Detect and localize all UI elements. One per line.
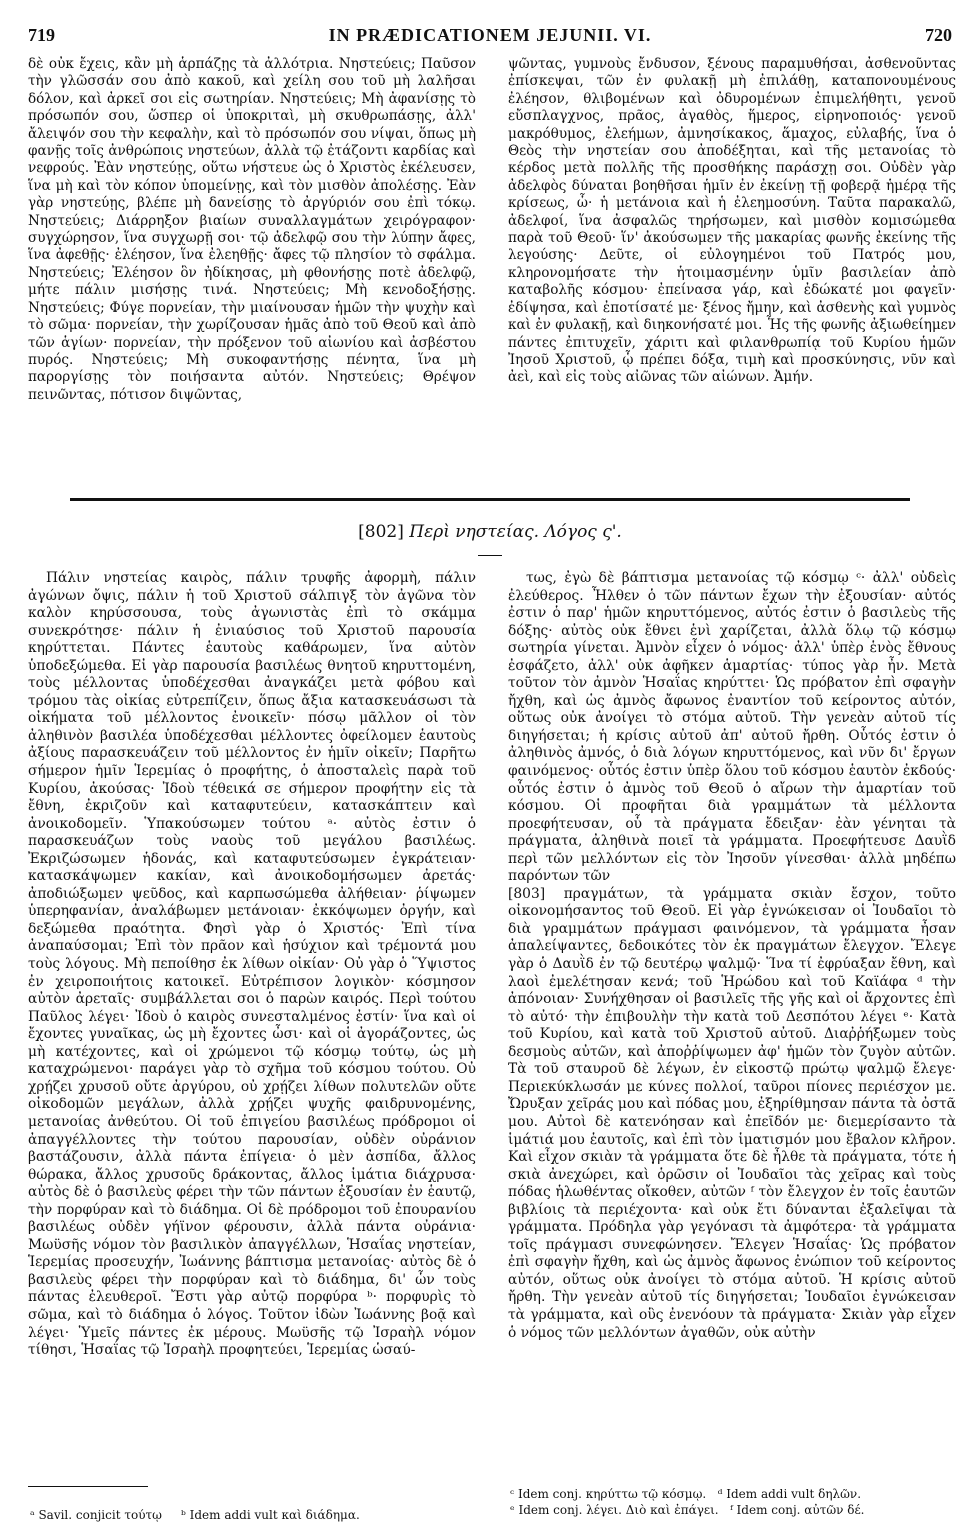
footnote-separator — [28, 1486, 148, 1487]
footnote-c: ᶜ Idem conj. κηρύττω τῷ κόσμῳ. — [510, 1487, 707, 1501]
page-number-right: 720 — [925, 24, 952, 45]
left-column-top — [28, 56, 476, 486]
sermon-v-text-left: δὲ οὐκ ἔχεις, κἂν μὴ ἁρπάζῃς τὰ ἀλλότρια. Νηστεύεις; Παῦσον τὴν γλῶσσάν σου ἀπὸ κακοῦ, καὶ χείλη σου τοῦ μὴ λαλῆσαι δόλον, καὶ ἀρκεῖ σοι εἰς σωτηρίαν. Νηστεύεις; Μὴ ἀφανίσῃς τὸ πρόσωπόν σου, ὥσπερ οἱ ὑποκριταὶ, μὴ σκυθρωπάσῃς, ἀλλ' ἄλειψόν σου τὴν κεφαλὴν, καὶ τὸ πρόσωπόν σου νίψαι, ὅπως μὴ φανῇς τοῖς ἀνθρώποις νηστεύων, ἀλλὰ τῷ ἐτάζοντι καρδίας καὶ νεφρούς. Ἐὰν νηστεύῃς, οὕτω νήστευε ὡς ὁ Χριστὸς ἐκέλευσεν, ἵνα μὴ καὶ τὸν κόπον ὑπομείνῃς, καὶ τὸν μισθὸν ἀπολέσῃς. Ἐὰν γὰρ νηστεύῃς, βλέπε μὴ δανείσῃς τὸ ἀργύριόν σου ἐπὶ τόκῳ. Νηστεύεις; Διάρρηξον βιαίων συναλλαγμάτων χειρόγραφον· συγχώρησον, ἵνα συγχωρῇ σοι· τῷ ἀδελφῷ σου τὴν λύπην ἄφες, ἵνα ἀφεθῇς· ἐλέησον, ἵνα ἐλεηθῇς· ἄφες τῷ πλησίον τὸ σφάλμα. Νηστεύεις; Ἐλέησον ὃν ἠδίκησας, μὴ φθονήσῃς ποτὲ ἀδελφῷ, μήτε πάλιν μισήσῃς τινά. Νηστεύεις; Μὴ κενοδοξήσῃς. Νηστεύεις; Φύγε πορνείαν, τὴν μιαίνουσαν ἡμῶν τὴν ψυχὴν καὶ τὸ σῶμα· πορνείαν, τὴν χωρίζουσαν ἡμᾶς ἀπὸ τοῦ Θεοῦ καὶ ἀπὸ τῶν ἁγίων· πορνείαν, τὴν πρόξενον τοῦ αἰωνίου καὶ ἀσβέστου πυρός. Νηστεύεις; Μὴ συκοφαντήσῃς πένητα, ἵνα μὴ παροργίσῃς τὸν ποιήσαντα αὐτόν. Νηστεύεις; Θρέψον πεινῶντας, πότισον διψῶντας, — [28, 56, 476, 403]
footnote-f: ᶠ Idem conj. αὐτῶν δέ. — [730, 1503, 865, 1517]
title-underline — [478, 555, 502, 556]
running-title: IN PRÆDICATIONEM JEJUNII. VI. — [328, 24, 652, 45]
sermon-v-text-right: ψῶντας, γυμνοὺς ἔνδυσον, ξένους παραμυθήσαι, ἀσθενοῦντας ἐπίσκεψαι, τῶν ἐν φυλακῇ μὴ ἐπιλάθῃ, καταπονουμένους ἐλέησον, θλιβομένων καὶ ὀδυρομένων ἐπιμελήθητι, γενοῦ εὔσπλαγχνος, πρᾶος, ἀγαθὸς, ἥμερος, εἰρηνοποιός· γενοῦ μακρόθυμος, ἐλεήμων, ἀμνησίκακος, ἅμαχος, εὐλαβής, ἵνα ὁ Θεὸς τὴν νηστείαν σου ἀποδέξηται, καὶ τῆς μετανοίας τὸ κέρδος μετὰ πολλῆς τῆς προσθήκης παράσχῃ σοι. Οὐδὲν γὰρ ἀδελφὸς δύναται βοηθῆσαι ἡμῖν ἐν ἐκείνῃ τῇ φοβερᾷ ἡμέρᾳ τῆς κρίσεως, ὧ· ἡ μετάνοια καὶ ἡ ἐλεημοσύνη. Ταῦτα παρακαλῶ, ἀδελφοί, ἵνα ἀσφαλῶς τηρήσωμεν, καὶ μισθὸν κομισώμεθα παρὰ τοῦ Θεοῦ· ἵν' ἀκούσωμεν τῆς μακαρίας φωνῆς ἐκείνης τῆς λεγούσης· Δεῦτε, οἱ εὐλογημένοι τοῦ Πατρός μου, κληρονομήσατε τὴν ἡτοιμασμένην ὑμῖν βασιλείαν ἀπὸ καταβολῆς κόσμου· ἐπείνασα γάρ, καὶ ἐδώκατέ μοι φαγεῖν· ἐδίψησα, καὶ ἐποτίσατέ με· ξένος ἤμην, καὶ ἀσθενὴς καὶ γυμνὸς καὶ ἐν φυλακῇ, καὶ διηκονήσατέ μοι. Ἧς τῆς φωνῆς ἀξιωθείημεν πάντες ἐπιτυχεῖν, χάριτι καὶ φιλανθρωπίᾳ τοῦ Κυρίου ἡμῶν Ἰησοῦ Χριστοῦ, ᾧ πρέπει δόξα, τιμὴ καὶ προσκύνησις, νῦν καὶ ἀεὶ, καὶ εἰς τοὺς αἰῶνας τῶν αἰώνων. Ἀμήν. — [508, 56, 956, 386]
right-column-top — [508, 56, 956, 486]
footnotes-right — [510, 1486, 950, 1518]
column-number-marker: [802] — [358, 522, 404, 542]
sermon-vi-text-right-1: τως, ἐγὼ δὲ βάπτισμα μετανοίας τῷ κόσμῳ ᶜ· ἀλλ' οὐδεὶς ἐλεύθερος. Ἦλθεν ὁ τῶν πάντων ἔχων τὴν ἐξουσίαν· αὐτός ἐστιν ὁ παρ' ἡμῶν κηρυττόμενος, αὐτός ἐστιν ὁ βασιλεὺς τῆς δόξης· αὐτὸς οὐκ ἔθνει ἑνὶ χαρίζεται, ἀλλὰ ὅλῳ τῷ κόσμῳ σωτηρία γίνεται. Ἀμνὸν εἶχεν ὁ νόμος· ἀλλ' ὑπὲρ ἑνὸς ἔθνους ἐσφάζετο, ἀλλ' οὐκ ἀφῆκεν ἁμαρτίας· τύπος γὰρ ἦν. Μετὰ τοῦτον τὸν ἀμνὸν Ἡσαΐας κηρύττει· Ὡς πρόβατον ἐπὶ σφαγὴν ἤχθη, καὶ ὡς ἀμνὸς ἄφωνος ἐναντίον τοῦ κείροντος αὐτόν, οὕτως οὐκ ἀνοίγει τὸ στόμα αὐτοῦ. Τὴν γενεὰν αὐτοῦ τίς διηγήσεται; ἡ κρίσις αὐτοῦ ἀπ' αὐτοῦ ἤρθη. Οὗτός ἐστιν ὁ ἀληθινὸς ἀμνός, ὁ διὰ λόγων κηρυττόμενος, καὶ νῦν δι' ἔργων φαινόμενος· οὗτός ἐστιν ὑπὲρ ὅλου τοῦ κόσμου ἑαυτὸν ἐκδούς· οὗτός ἐστιν ὁ ἀμνὸς τοῦ Θεοῦ ὁ αἴρων τὴν ἁμαρτίαν τοῦ κόσμου. Οἱ προφῆται διὰ γραμμάτων τὰ μέλλοντα προεφήτευσαν, οὗ τὰ πράγματα ἔδειξαν· ἐὰν γένηται τὰ πράγματα, ἀληθινὰ ποιεῖ τὰ γράμματα. Προεφήτευσε Δαυῒδ περὶ τῶν μελλόντων εἰς τὸν Ἰησοῦν γίνεσθαι· ἀλλὰ μηδέπω παρόντων τῶν — [508, 570, 956, 885]
section-heading — [0, 522, 980, 542]
sermon-vi-text-right-2: πραγμάτων, τὰ γράμματα σκιὰν ἔσχον, τοῦτο οἰκονομήσαντος τοῦ Θεοῦ. Εἰ γὰρ ἐγνώκεισαν οἱ Ἰουδαῖοι τὸ διὰ γραμμάτων πράγμασι φαινόμενον, τὰ γράμματα ἦσαν ἀπαλείψαντες, δεδοικότες τὸν ἐκ πραγμάτων ἔλεγχον. Ἔλεγε γὰρ ὁ Δαυῒδ ἐν τῷ δευτέρῳ ψαλμῷ· Ἵνα τί ἐφρύαξαν ἔθνη, καὶ λαοὶ ἐμελέτησαν κενά; τοῦ Ἡρώδου καὶ τοῦ Καϊάφα ᵈ τὴν ἀπόνοιαν· Συνήχθησαν οἱ βασιλεῖς τῆς γῆς καὶ οἱ ἄρχοντες ἐπὶ τὸ αὐτό· τὴν ἐπιβουλὴν τὴν κατὰ τοῦ Δεσπότου λέγει ᵉ· Κατὰ τοῦ Κυρίου, καὶ κατὰ τοῦ Χριστοῦ αὐτοῦ. Διαῤῥήξωμεν τοὺς δεσμοὺς αὐτῶν, καὶ ἀποῤῥίψωμεν ἀφ' ἡμῶν τὸν ζυγὸν αὐτῶν. Τὰ τοῦ σταυροῦ δὲ λέγων, ἐν εἰκοστῷ πρώτῳ ψαλμῷ ἔλεγε· Περιεκύκλωσάν με κύνες πολλοί, ταῦροι πίονες περιέσχον με. Ὤρυξαν χεῖράς μου καὶ πόδας μου, ἐξηρίθμησαν πάντα τὰ ὀστᾶ μου. Αὐτοὶ δὲ κατενόησαν καὶ ἐπεῖδόν με· διεμερίσαντο τὰ ἱμάτιά μου ἑαυτοῖς, καὶ ἐπὶ τὸν ἱματισμόν μου ἔβαλον κλῆρον. Καὶ εἶχον σκιὰν τὰ γράμματα ὅτε δὲ ἦλθε τὰ πράγματα, τότε ἡ σκιὰ ἀνεχώρει, καὶ ὁρῶσιν οἱ Ἰουδαῖοι τὰς χεῖρας καὶ τοὺς πόδας ἡλωθέντας οἴκοθεν, αὐτῶν ᶠ τὸν ἔλεγχον ἐν τοῖς ἑαυτῶν βιβλίοις τὰ περιέχοντα· καὶ οὐκ ἔτι δύνανται ἐξαλεῖψαι τὰ γράμματα. Πρόδηλα γὰρ γεγόνασι τὰ ἀμφότερα· τὰ γράμματα τοῖς πράγμασι συνεφώνησεν. Ἔλεγεν Ἡσαΐας· Ὡς πρόβατον ἐπὶ σφαγὴν ἤχθη, καὶ ὡς ἀμνὸς ἄφωνος ἐνώπιον τοῦ κείροντος αὐτόν, οὕτως οὐκ ἀνοίγει τὸ στόμα αὐτοῦ. Ἡ κρίσις αὐτοῦ ἤρθη. Τὴν γενεὰν αὐτοῦ τίς διηγήσεται; Ἰουδαῖοι ἐγνώκεισαν τὰ γράμματα, καὶ οὓς ἐνενόουν τὰ πράγματα· Σκιὰν γὰρ εἶχεν ὁ νόμος τῶν μελλόντων ἀγαθῶν, οὐκ αὐτὴν — [508, 885, 956, 1341]
footnotes-left — [30, 1508, 460, 1522]
column-marker-803: [803] — [508, 885, 546, 902]
sermon-title: Περὶ νηστείας. Λόγος ς'. — [409, 522, 622, 542]
footnote-d: ᵈ Idem addi vult δηλῶν. — [717, 1487, 862, 1501]
page-number-left: 719 — [28, 24, 55, 45]
right-column-main — [508, 570, 956, 1500]
running-header — [28, 22, 952, 48]
section-divider — [70, 498, 910, 501]
footnote-e: ᵉ Idem conj. λέγει. Διὸ καὶ ἐπάγει. — [510, 1503, 719, 1517]
sermon-vi-text-left: Πάλιν νηστείας καιρὸς, πάλιν τρυφῆς ἀφορμὴ, πάλιν ἀγώνων ὄψις, πάλιν ἡ τοῦ Χριστοῦ σάλπιγξ τὸν ἀγῶνα τὸν καλὸν κηρύσσουσα, τοὺς ἀγωνιστὰς ἐπὶ τὸ σκάμμα συνεκρότησε· πάλιν ἡ ἐνιαύσιος τοῦ Χριστοῦ παρουσία κηρύττεται. Πάντες ἑαυτοὺς καθάρωμεν, ἵνα αὐτὸν ὑποδεξώμεθα. Εἰ γὰρ παρουσία βασιλέως θνητοῦ κηρυττομένη, τοὺς μέλλοντας ὑποδέχεσθαι ἀναγκάζει μετὰ φόβου καὶ τρόμου τὰς οἰκίας εὐτρεπίζειν, ὅπως ἄξια κατασκευάσωσι τὰ οἰκήματα τοῦ μέλλοντος ἐνοικεῖν· πόσῳ μᾶλλον οἱ τὸν ἀληθινὸν βασιλέα ὑποδέχεσθαι μέλλοντες ὀφείλομεν ἑαυτοὺς ἀξίους παρασκευάζειν τοῦ μέλλοντος ἐν ἡμῖν οἰκεῖν; Παρῆτω σήμερον ἡμῖν Ἱερεμίας ὁ προφήτης, ὁ ἀποσταλεὶς παρὰ τοῦ Κυρίου, ἀκούσας· Ἰδοὺ τέθεικά σε σήμερον προφήτην εἰς τὰ ἔθνη, ἐκριζοῦν καὶ καταφυτεύειν, κατασκάπτειν καὶ ἀνοικοδομεῖν. Ὑπακούσωμεν τούτου ᵃ· αὐτὸς ἐστιν ὁ παρασκευάζων τοὺς ναοὺς τοῦ μεγάλου βασιλέως. Ἐκριζώσωμεν ἡδονάς, καὶ καταφυτεύσωμεν ἐγκράτειαν· κατασκάψωμεν κακίαν, καὶ ἀνοικοδομήσωμεν ἀρετάς· ἀποδιώξωμεν ψεῦδος, καὶ καρπωσώμεθα ἀλήθειαν· ῥίψωμεν ὑπερηφανίαν, ἀναλάβωμεν μετάνοιαν· ἐκκόψωμεν ὀργήν, καὶ δεξώμεθα πραότητα. Φησὶ γὰρ ὁ Χριστός· Ἐπὶ τίνα ἀναπαύσομαι; Ἐπὶ τὸν πρᾶον καὶ ἡσύχιον καὶ τρέμοντά μου τοὺς λόγους. Μὴ πεποίθησ ἐκ λίθων οἰκίαν· Οὐ γὰρ ὁ Ὕψιστος ἐν χειροποιήτοις κατοικεῖ. Εὐτρέπισον λογικὸν· κόσμησον αὐτὸν ἀρεταῖς· συμβάλλεται σοι ὁ παρὼν καιρός. Περὶ τούτου Παῦλος λέγει· Ἰδοὺ ὁ καιρὸς συνεσταλμένος ἐστίν· ἵνα καὶ οἱ ἔχοντες γυναῖκας, ὡς μὴ ἔχοντες ὦσι· καὶ οἱ ἀγοράζοντες, ὡς μὴ κατέχοντες, καὶ οἱ χρώμενοι τῷ κόσμῳ τούτῳ, ὡς μὴ καταχρώμενοι· παράγει γὰρ τὸ σχῆμα τοῦ κόσμου τούτου. Οὐ χρῄζει χρυσοῦ οὔτε ἀργύρου, οὐ χρῄζει λίθων πολυτελῶν οὔτε οἰκοδομῶν μεγάλων, ἀλλὰ χρῄζει ψυχῆς φαιδρυνομένης, μετανοίας ἀνθεύτου. Οἱ τοῦ ἐπιγείου βασιλέως πρόδρομοι οἱ ἀπαγγέλλοντες τὴν τούτου παρουσίαν, οὐδὲν οὐράνιον βαστάζουσιν, ἀλλὰ πάντα ἐπίγεια· ὁ μὲν ἀσπίδα, ἄλλος θώρακα, ἄλλος χρυσοῦς δράκοντας, ἄλλος ἱμάτια διάχρυσα· αὐτὸς δὲ ὁ βασιλεὺς φέρει τὴν τῶν πάντων ἐξουσίαν ἐν ἑαυτῷ, τὴν πορφύραν καὶ τὸ διάδημα. Οἱ δὲ πρόδρομοι τοῦ ἐπουρανίου βασιλέως οὐδὲν γήϊνον φέρουσιν, ἀλλὰ πάντα οὐράνια· Μωϋσῆς νόμον τὸν βασιλικὸν ἀπαγγέλλων, Ἡσαΐας νηστείαν, Ἱερεμίας προσευχήν, Ἰωάννης βάπτισμα μετανοίας· αὐτὸς δὲ ὁ βασιλεὺς φέρει τὴν πορφύραν καὶ τὸ διάδημα, δι' ὧν τοὺς πάντας ἐλευθεροῖ. Ἔστι γὰρ αὐτῷ πορφύρα ᵇ· πορφυρὶς τὸ σῶμα, καὶ τὸ διάδημα ὁ λόγος. Τοῦτον ἰδὼν Ἰωάννης βοᾷ καὶ λέγει· Ὑμεῖς πάντες ἐκ μέρους. Μωϋσῆς τῷ Ἰσραὴλ νόμον τίθησι, Ἡσαΐας τῷ Ἰσραὴλ προφητεύει, Ἱερεμίας ὡσαύ- — [28, 570, 476, 1359]
footnote-a: ᵃ Savil. conjicit τούτῳ — [30, 1508, 162, 1522]
footnote-b: ᵇ Idem addi vult καὶ διάδημα. — [181, 1508, 360, 1522]
sermon-v-conclusion — [28, 56, 956, 486]
left-column-main — [28, 570, 476, 1500]
sermon-vi-body — [28, 570, 956, 1500]
